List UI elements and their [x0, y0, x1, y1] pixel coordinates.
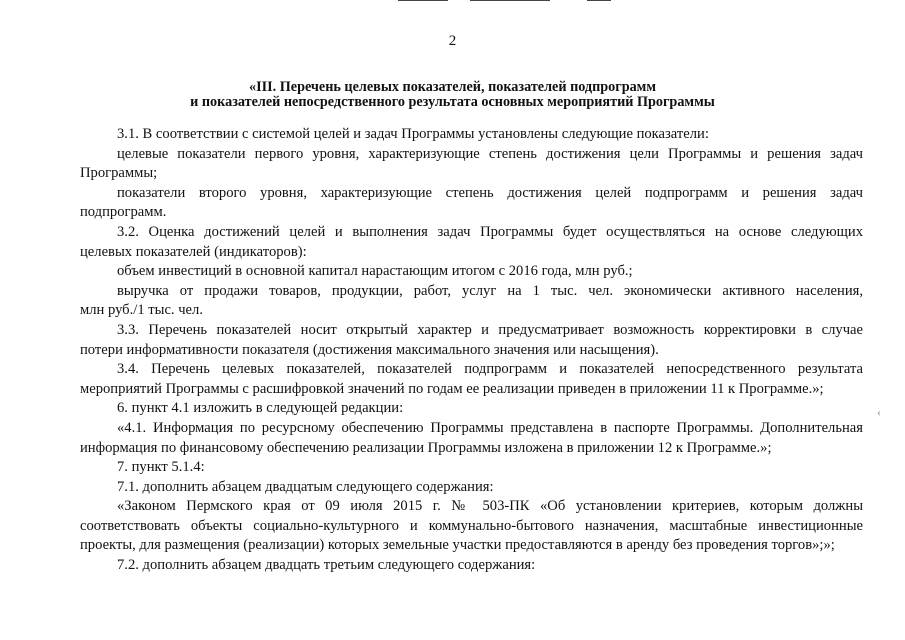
document-body [80, 125, 863, 576]
text-line: 7.2. дополнить абзацем двадцать третьим следующего содержания: [117, 557, 536, 574]
text-line: 3.4. Перечень целевых показателей, показателей подпрограмм и показателей непосредственного результата [117, 361, 863, 378]
text-line: 3.2. Оценка достижений целей и выполнения задач Программы будет осуществляться на основе следующих [117, 223, 863, 240]
text-line: показатели второго уровня, характеризующие степень достижения целей подпрограмм и решения задач [117, 184, 863, 201]
text-line: 3.3. Перечень показателей носит открытый характер и предусматривает возможность корректировки в случае [117, 321, 863, 338]
text-line: Программы; [80, 165, 158, 182]
text-line: подпрограмм. [80, 204, 167, 221]
text-line: целевые показатели первого уровня, характеризующие степень достижения цели Программы и решения задач [117, 145, 863, 162]
margin-mark: ‹ [877, 405, 881, 419]
text-line: 3.1. В соответствии с системой целей и задач Программы установлены следующие показатели: [117, 126, 709, 142]
top-rule-middle [470, 0, 550, 1]
text-line: 7. пункт 5.1.4: [117, 459, 205, 476]
text-line: информация по финансовому обеспечению реализации Программы изложена в приложении 12 к Программе.»; [80, 439, 772, 456]
text-line: целевых показателей (индикаторов): [80, 243, 307, 260]
text-line: 6. пункт 4.1 изложить в следующей редакции: [117, 400, 404, 417]
text-line: проекты, для размещения (реализации) которых земельные участки предоставляются в аренду без проведения торгов»;»; [80, 537, 835, 554]
text-line: мероприятий Программы с расшифровкой значений по годам ее реализации приведен в приложении 11 к Программе.»; [80, 380, 824, 397]
text-line: «4.1. Информация по ресурсному обеспечению Программы представлена в паспорте Программы. Дополнительная [117, 419, 863, 436]
heading-line-1: «III. Перечень целевых показателей, показателей подпрограмм [248, 79, 657, 95]
text-line: потери информативности показателя (достижения максимального значения или насыщения). [80, 341, 659, 358]
text-line: объем инвестиций в основной капитал нарастающим итогом с 2016 года, млн руб.; [117, 263, 633, 280]
section-heading [0, 80, 905, 110]
text-line: 7.1. дополнить абзацем двадцатым следующего содержания: [117, 478, 494, 495]
text-line: «Законом Пермского края от 09 июля 2015 г. № 503-ПК «Об установлении критериев, которым должны [117, 498, 863, 515]
heading-line-2: и показателей непосредственного результата основных мероприятий Программы [190, 94, 715, 110]
page-number: 2 [448, 33, 457, 49]
text-line: млн руб./1 тыс. чел. [80, 302, 203, 319]
text-line: соответствовать объекты социально-культурного и коммунально-бытового назначения, масштабные инвестиционные [80, 517, 863, 534]
text-line: выручка от продажи товаров, продукции, работ, услуг на 1 тыс. чел. экономически активного населения, [117, 282, 863, 299]
top-rule-right [587, 0, 611, 1]
top-rule-left [398, 0, 448, 1]
